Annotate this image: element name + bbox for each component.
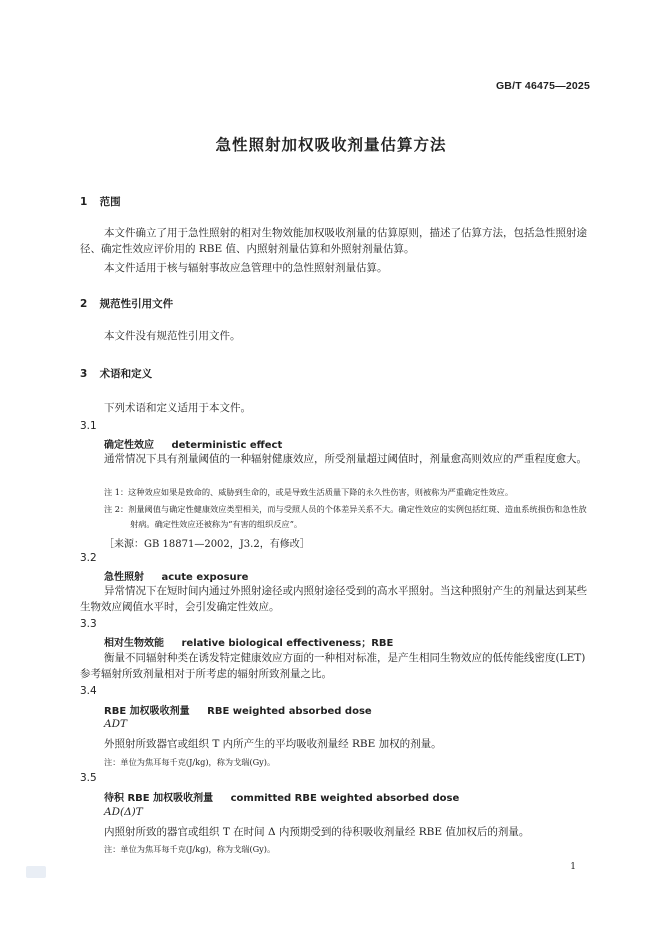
term-zh: 急性照射 bbox=[104, 572, 144, 583]
term-heading bbox=[104, 789, 459, 804]
section-number: 3 bbox=[80, 368, 88, 380]
document-title: 急性照射加权吸收剂量估算方法 bbox=[215, 136, 447, 154]
section-2-paragraph-1: 本文件没有规范性引用文件。 bbox=[104, 330, 241, 342]
term-en: committed RBE weighted absorbed dose bbox=[230, 793, 460, 804]
term-zh: RBE 加权吸收剂量 bbox=[104, 706, 190, 717]
term-symbol: AD(Δ)T bbox=[104, 806, 143, 818]
term-heading bbox=[104, 436, 282, 451]
section-number: 1 bbox=[80, 196, 88, 208]
section-3-paragraph-1: 下列术语和定义适用于本文件。 bbox=[104, 402, 251, 414]
term-zh: 确定性效应 bbox=[104, 440, 154, 451]
term-zh: 待积 RBE 加权吸收剂量 bbox=[104, 793, 214, 804]
section-number: 2 bbox=[80, 298, 88, 310]
section-2-heading bbox=[80, 296, 173, 311]
term-definition: 外照射所致器官或组织 T 内所产生的平均吸收剂量经 RBE 加权的剂量。 bbox=[104, 738, 442, 750]
term-definition: 衡量不同辐射种类在诱发特定健康效应方面的一种相对标准，是产生相同生物效应的低传能线密度(LET)参考辐射所致剂量相对于所考虑的辐射所致剂量之比。 bbox=[80, 652, 586, 680]
term-definition: 通常情况下具有剂量阈值的一种辐射健康效应，所受剂量超过阈值时，剂量愈高则效应的严重程度愈大。 bbox=[104, 453, 587, 465]
term-heading bbox=[104, 634, 393, 649]
note: 注：单位为焦耳每千克(J/kg)，称为戈瑞(Gy)。 bbox=[104, 757, 276, 767]
term-definition: 异常情况下在短时间内通过外照射途径或内照射途径受到的高水平照射。当这种照射产生的剂量达到某些生物效应阈值水平时，会引发确定性效应。 bbox=[80, 585, 587, 613]
note: 注：单位为焦耳每千克(J/kg)，称为戈瑞(Gy)。 bbox=[104, 844, 276, 854]
note-1: 注 1：这种效应如果是致命的、威胁到生命的，或是导致生活质量下降的永久性伤害，则被称为严重确定性效应。 bbox=[104, 487, 514, 497]
term-number: 3.3 bbox=[80, 618, 97, 630]
term-number: 3.1 bbox=[80, 420, 97, 432]
section-3-heading bbox=[80, 366, 152, 381]
term-number: 3.5 bbox=[80, 772, 97, 784]
publisher-logo-icon bbox=[26, 866, 46, 878]
term-en: acute exposure bbox=[161, 572, 249, 583]
term-symbol: ADT bbox=[104, 718, 128, 730]
section-title: 术语和定义 bbox=[99, 368, 153, 380]
term-en: relative biological effectiveness；RBE bbox=[181, 638, 394, 649]
section-1-paragraph-1: 本文件确立了用于急性照射的相对生物效能加权吸收剂量的估算原则，描述了估算方法，包括急性照射途径、确定性效应评价用的 RBE 值、内照射剂量估算和外照射剂量估算。 bbox=[80, 227, 587, 255]
term-number: 3.2 bbox=[80, 552, 97, 564]
section-title: 范围 bbox=[99, 196, 121, 208]
term-number: 3.4 bbox=[80, 685, 97, 697]
term-zh: 相对生物效能 bbox=[104, 638, 164, 649]
standard-id: GB/T 46475—2025 bbox=[495, 80, 590, 92]
section-1-heading bbox=[80, 194, 121, 209]
note-2: 注 2：剂量阈值与确定性健康效应类型相关，而与受照人员的个体差异关系不大。确定性效应的实例包括红斑、造血系统损伤和急性放射病。确定性效应还被称为“有害的组织反应”。 bbox=[104, 504, 587, 529]
term-heading bbox=[104, 568, 248, 583]
source-reference: ［来源：GB 18871—2002，J3.2，有修改］ bbox=[104, 539, 310, 550]
term-heading bbox=[104, 702, 372, 717]
section-title: 规范性引用文件 bbox=[99, 298, 174, 310]
section-1-paragraph-2: 本文件适用于核与辐射事故应急管理中的急性照射剂量估算。 bbox=[104, 262, 388, 274]
page-number: 1 bbox=[570, 862, 576, 872]
term-definition: 内照射所致的器官或组织 T 在时间 Δ 内预期受到的待积吸收剂量经 RBE 值加权后的剂量。 bbox=[104, 826, 530, 838]
term-en: deterministic effect bbox=[171, 440, 283, 451]
term-en: RBE weighted absorbed dose bbox=[207, 706, 372, 717]
